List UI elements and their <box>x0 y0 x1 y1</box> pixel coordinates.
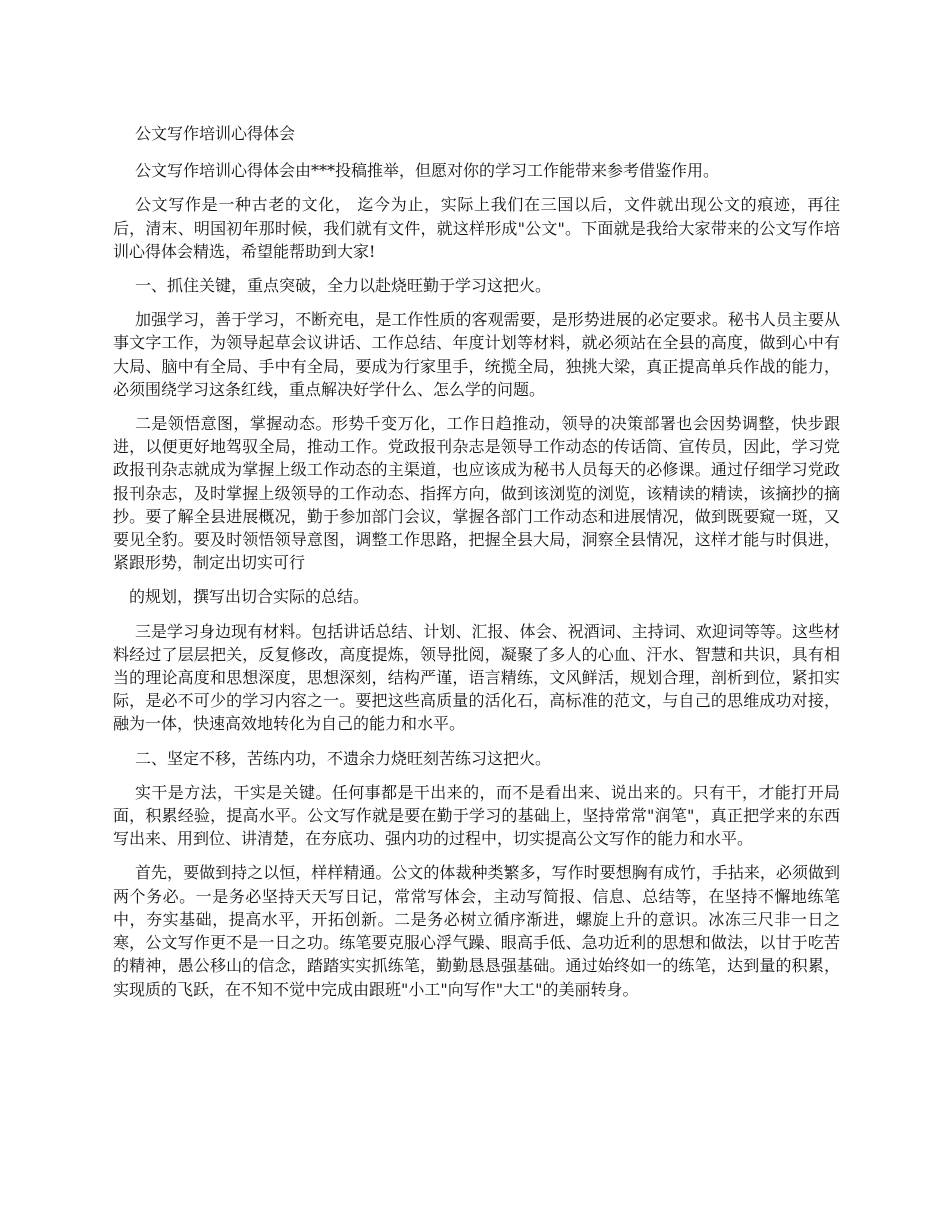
paragraph-understand-intent: 二是领悟意图，掌握动态。形势千变万化，工作日趋推动，领导的决策部署也会因势调整，快步跟进，以便更好地驾驭全局，推动工作。党政报刊杂志是领导工作动态的传话筒、宣传员，因此，学习党政报刊杂志就成为掌握上级工作动态的主渠道，也应该成为秘书人员每天的必修课。通过仔细学习党政报刊杂志，及时掌握上级领导的工作动态、指挥方向，做到该浏览的浏览，该精读的精读，该摘抄的摘抄。要了解全县进展概况，勤于参加部门会议，掌握各部门工作动态和进展情况，做到既要窥一斑，又要见全豹。要及时领悟领导意图，调整工作思路，把握全县大局，洞察全县情况，这样才能与时俱进，紧跟形势，制定出切实可行 <box>113 414 840 573</box>
intro-paragraph: 公文写作培训心得体会由***投稿推举，但愿对你的学习工作能带来参考借鉴作用。 <box>135 161 720 181</box>
paragraph-existing-materials: 三是学习身边现有材料。包括讲话总结、计划、汇报、体会、祝酒词、主持词、欢迎词等等。这些材料经过了层层把关，反复修改，高度提炼，领导批阅，凝聚了多人的心血、汗水、智慧和共识，具有相当的理论高度和思想深度，思想深刻，结构严谨，语言精练，文风鲜活，规划合理，剖析到位，紧扣实际，是必不可少的学习内容之一。要把这些高质量的活化石，高标准的范文，与自己的思维成功对接，融为一体，快速高效地转化为自己的能力和水平。 <box>113 621 840 734</box>
section-heading-one: 一、抓住关键，重点突破，全力以赴烧旺勤于学习这把火。 <box>135 276 552 296</box>
document-body <box>113 122 840 1012</box>
paragraph-perseverance: 首先，要做到持之以恒，样样精通。公文的体裁种类繁多，写作时要想胸有成竹，手拈来，必须做到两个务必。一是务必坚持天天写日记，常常写体会，主动写简报、信息、总结等，在坚持不懈地练笔中，夯实基础，提高水平，开拓创新。二是务必树立循序渐进，螺旋上升的意识。冰冻三尺非一日之寒，公文写作更不是一日之功。练笔要克服心浮气躁、眼高手低、急功近利的思想和做法，以甘于吃苦的精神，愚公移山的信念，踏踏实实抓练笔，勤勤恳恳强基础。通过始终如一的练笔，达到量的积累，实现质的飞跃，在不知不觉中完成由跟班"小工"向写作"大工"的美丽转身。 <box>113 863 840 999</box>
document-title: 公文写作培训心得体会 <box>135 124 296 143</box>
section-heading-two: 二、坚定不移，苦练内功，不遗余力烧旺刻苦练习这把火。 <box>135 748 552 768</box>
paragraph-practice: 实干是方法，干实是关键。任何事都是干出来的，而不是看出来、说出来的。只有干，才能打开局面，积累经验，提高水平。公文写作就是要在勤于学习的基础上，坚持常常"润笔"，真正把学来的东西写出来、用到位、讲清楚，在夯底功、强内功的过程中，切实提高公文写作的能力和水平。 <box>113 782 840 849</box>
background-paragraph: 公文写作是一种古老的文化， 迄今为止，实际上我们在三国以后，文件就出现公文的痕迹，再往后，清末、明国初年那时候，我们就有文件，就这样形成"公文"。下面就是我给大家带来的公文写作培训心得体会精选，希望能帮助到大家! <box>113 195 840 261</box>
paragraph-learning: 加强学习，善于学习，不断充电，是工作性质的客观需要，是形势进展的必定要求。秘书人员主要从事文字工作，为领导起草会议讲话、工作总结、年度计划等材料，就必须站在全县的高度，做到心中有大局、脑中有全局、手中有全局，要成为行家里手，统揽全局，独挑大梁，真正提高单兵作战的能力，必须围绕学习这条红线，重点解决好学什么、怎么学的问题。 <box>113 310 840 399</box>
paragraph-continuation: 的规划，撰写出切合实际的总结。 <box>129 587 370 607</box>
